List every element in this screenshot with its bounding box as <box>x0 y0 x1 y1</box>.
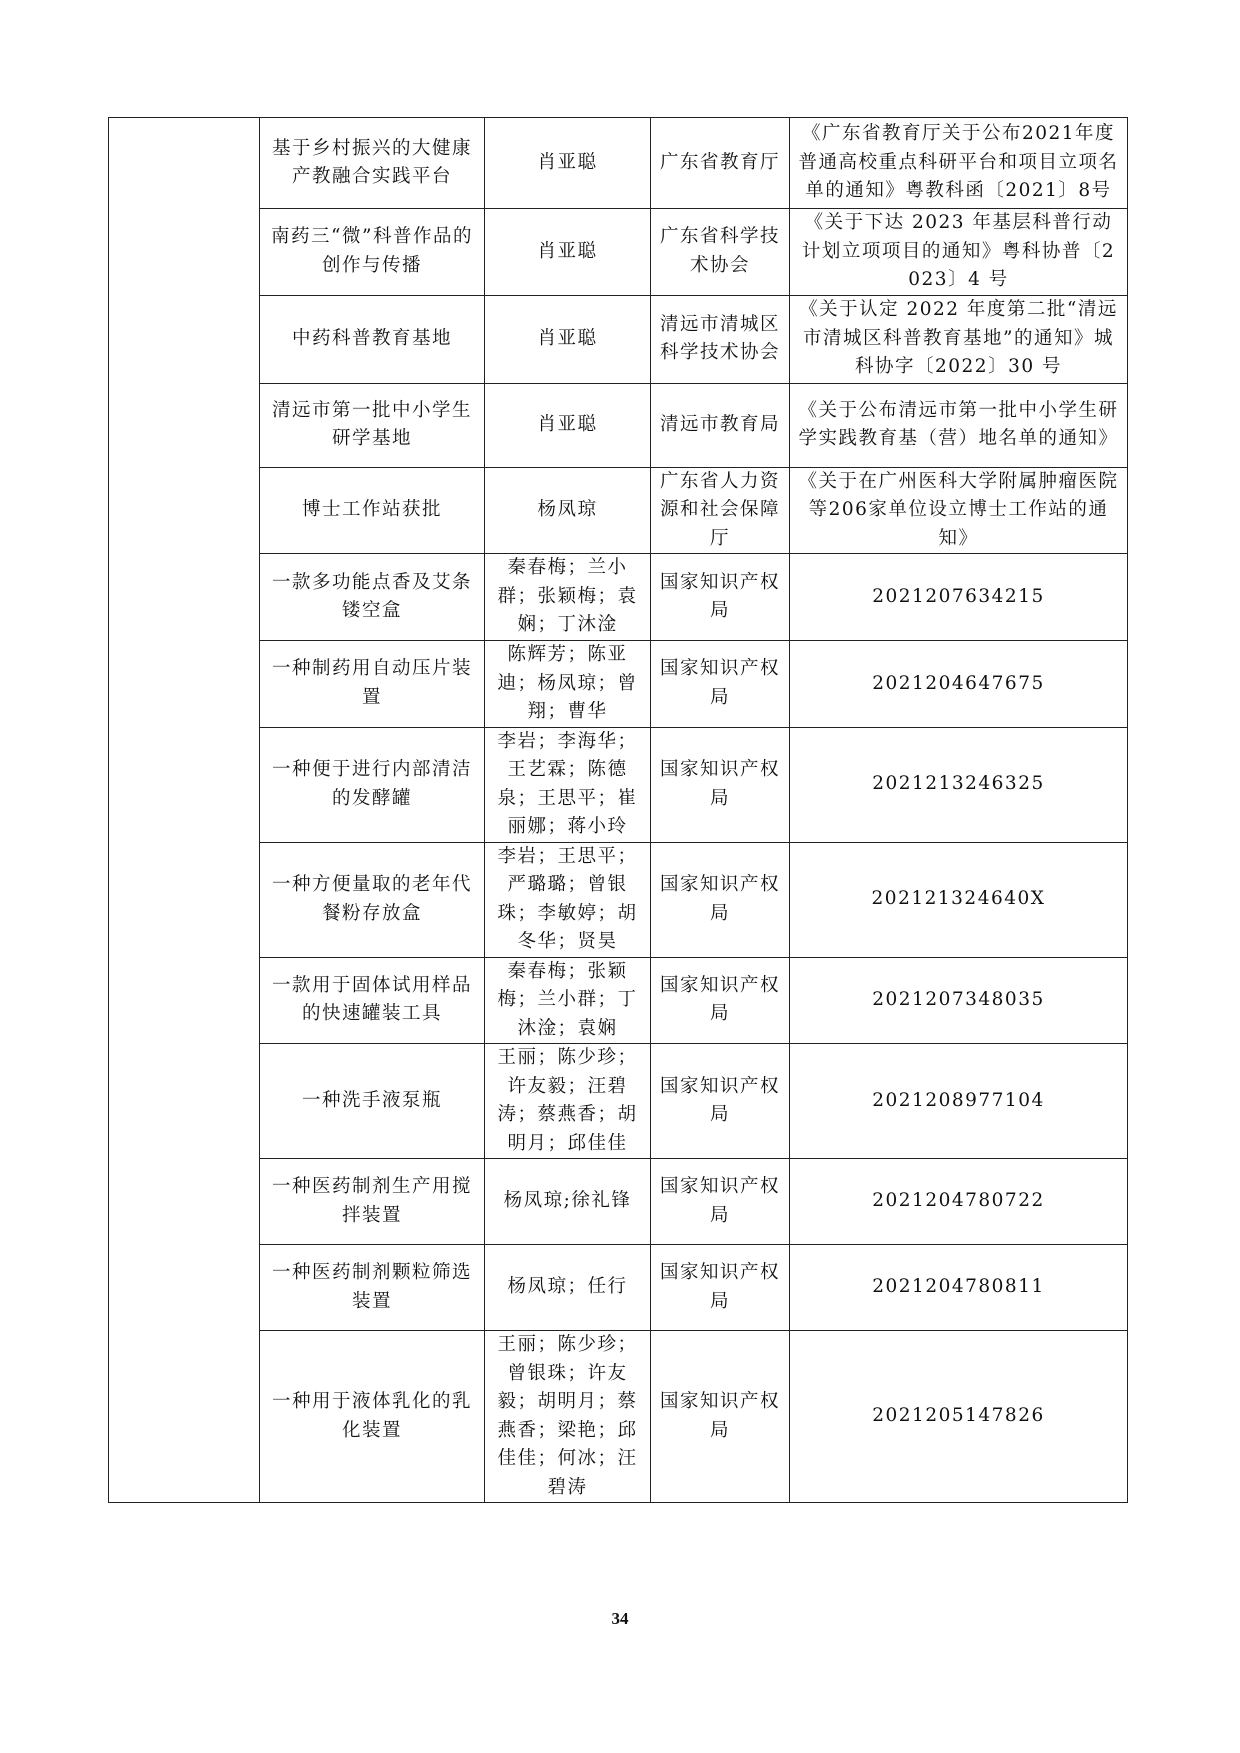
person-cell: 李岩；李海华；王艺霖；陈德泉；王思平；崔丽娜；蒋小玲 <box>485 727 651 842</box>
table-row <box>109 118 1128 209</box>
person-cell: 肖亚聪 <box>485 383 651 467</box>
table-row <box>109 842 1128 957</box>
table-row <box>109 1044 1128 1159</box>
organization-cell: 国家知识产权局 <box>651 727 790 842</box>
project-name-cell: 一种便于进行内部清洁的发酵罐 <box>260 727 485 842</box>
table-row <box>109 383 1128 467</box>
table-row <box>109 467 1128 554</box>
organization-cell: 清远市清城区科学技术协会 <box>651 295 790 383</box>
organization-cell: 广东省教育厅 <box>651 118 790 209</box>
organization-cell: 广东省科学技术协会 <box>651 209 790 296</box>
organization-cell: 国家知识产权局 <box>651 1245 790 1331</box>
document-cell: 2021204780811 <box>790 1245 1128 1331</box>
project-name-cell: 博士工作站获批 <box>260 467 485 554</box>
project-name-cell: 一种洗手液泵瓶 <box>260 1044 485 1159</box>
organization-cell: 国家知识产权局 <box>651 1159 790 1245</box>
table-row <box>109 209 1128 296</box>
organization-cell: 国家知识产权局 <box>651 1044 790 1159</box>
organization-cell: 国家知识产权局 <box>651 641 790 728</box>
merged-category-cell <box>109 118 260 1503</box>
document-cell: 《广东省教育厅关于公布2021年度普通高校重点科研平台和项目立项名单的通知》粤教科函〔2021〕8号 <box>790 118 1128 209</box>
project-name-cell: 南药三“微”科普作品的创作与传播 <box>260 209 485 296</box>
document-cell: 《关于认定 2022 年度第二批“清远市清城区科普教育基地”的通知》城科协字〔2022〕30 号 <box>790 295 1128 383</box>
project-name-cell: 一种制药用自动压片装置 <box>260 641 485 728</box>
document-cell: 2021208977104 <box>790 1044 1128 1159</box>
organization-cell: 广东省人力资源和社会保障厅 <box>651 467 790 554</box>
project-name-cell: 一种方便量取的老年代餐粉存放盒 <box>260 842 485 957</box>
person-cell: 杨凤琼 <box>485 467 651 554</box>
organization-cell: 国家知识产权局 <box>651 842 790 957</box>
organization-cell: 国家知识产权局 <box>651 554 790 641</box>
table-row <box>109 295 1128 383</box>
project-name-cell: 中药科普教育基地 <box>260 295 485 383</box>
document-cell: 《关于在广州医科大学附属肿瘤医院等206家单位设立博士工作站的通知》 <box>790 467 1128 554</box>
person-cell: 秦春梅；兰小群；张颖梅；袁娴；丁沐淦 <box>485 554 651 641</box>
person-cell: 王丽；陈少珍；许友毅；汪碧涛；蔡燕香；胡明月；邱佳佳 <box>485 1044 651 1159</box>
document-cell: 2021205147826 <box>790 1331 1128 1503</box>
document-cell: 202121324640X <box>790 842 1128 957</box>
table-row <box>109 727 1128 842</box>
table-row <box>109 1159 1128 1245</box>
document-cell: 2021207634215 <box>790 554 1128 641</box>
person-cell: 王丽；陈少珍；曾银珠；许友毅；胡明月；蔡燕香；梁艳；邱佳佳；何冰；汪碧涛 <box>485 1331 651 1503</box>
person-cell: 秦春梅；张颖梅；兰小群；丁沐淦；袁娴 <box>485 957 651 1044</box>
document-cell: 《关于下达 2023 年基层科普行动计划立项项目的通知》粤科协普〔2023〕4 号 <box>790 209 1128 296</box>
document-cell: 2021207348035 <box>790 957 1128 1044</box>
document-cell: 2021213246325 <box>790 727 1128 842</box>
person-cell: 陈辉芳；陈亚迪；杨凤琼；曾翔；曹华 <box>485 641 651 728</box>
table-row <box>109 1245 1128 1331</box>
achievements-table <box>108 117 1128 1503</box>
table-row <box>109 641 1128 728</box>
project-name-cell: 基于乡村振兴的大健康产教融合实践平台 <box>260 118 485 209</box>
person-cell: 杨凤琼;徐礼锋 <box>485 1159 651 1245</box>
table-row <box>109 957 1128 1044</box>
project-name-cell: 清远市第一批中小学生研学基地 <box>260 383 485 467</box>
person-cell: 李岩；王思平；严璐璐；曾银珠；李敏婷；胡冬华；贤昊 <box>485 842 651 957</box>
person-cell: 肖亚聪 <box>485 209 651 296</box>
person-cell: 肖亚聪 <box>485 118 651 209</box>
project-name-cell: 一种用于液体乳化的乳化装置 <box>260 1331 485 1503</box>
organization-cell: 国家知识产权局 <box>651 1331 790 1503</box>
person-cell: 肖亚聪 <box>485 295 651 383</box>
organization-cell: 清远市教育局 <box>651 383 790 467</box>
project-name-cell: 一种医药制剂颗粒筛选装置 <box>260 1245 485 1331</box>
organization-cell: 国家知识产权局 <box>651 957 790 1044</box>
table-row <box>109 1331 1128 1503</box>
page-number: 34 <box>611 1609 629 1628</box>
person-cell: 杨凤琼；任行 <box>485 1245 651 1331</box>
document-cell: 2021204647675 <box>790 641 1128 728</box>
document-cell: 2021204780722 <box>790 1159 1128 1245</box>
document-cell: 《关于公布清远市第一批中小学生研学实践教育基（营）地名单的通知》 <box>790 383 1128 467</box>
table-row <box>109 554 1128 641</box>
project-name-cell: 一款多功能点香及艾条镂空盒 <box>260 554 485 641</box>
project-name-cell: 一种医药制剂生产用搅拌装置 <box>260 1159 485 1245</box>
project-name-cell: 一款用于固体试用样品的快速罐装工具 <box>260 957 485 1044</box>
